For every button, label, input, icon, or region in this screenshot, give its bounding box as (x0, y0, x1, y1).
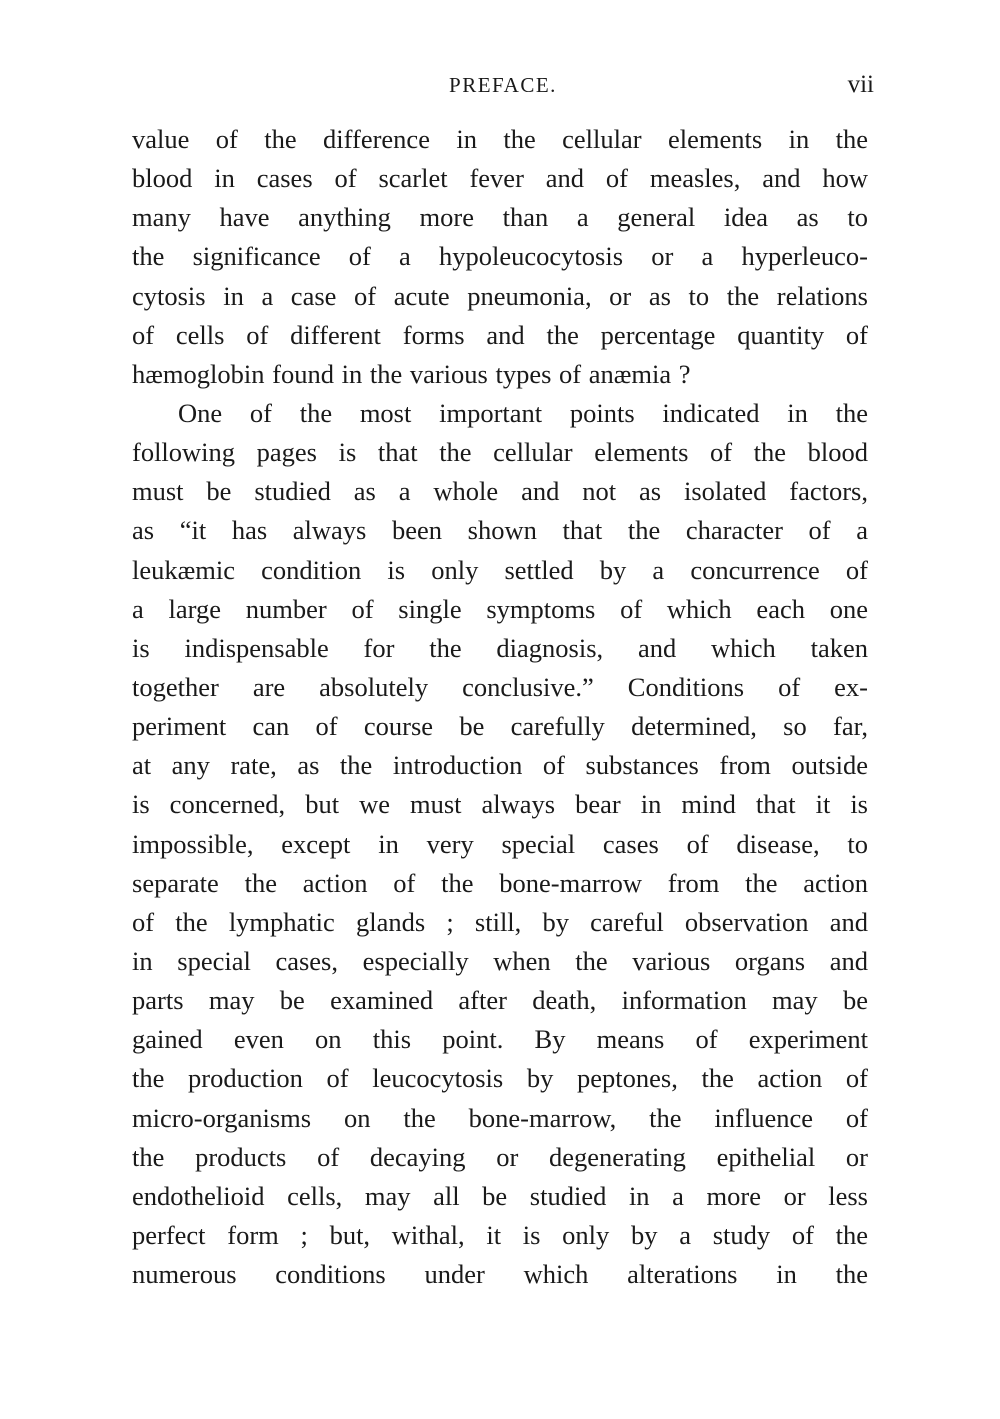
running-header (132, 68, 874, 102)
text-line: the production of leucocytosis by peptones, the action of (132, 1063, 868, 1094)
text-line: blood in cases of scarlet fever and of measles, and how (132, 163, 868, 194)
text-line: value of the difference in the cellular elements in the (132, 124, 868, 154)
text-line: separate the action of the bone-marrow from the action (132, 867, 868, 898)
text-line: periment can of course be carefully determined, so far, (132, 711, 868, 742)
page-number: vii (847, 71, 874, 98)
text-line: following pages is that the cellular elements of the blood (132, 437, 868, 468)
text-line: hæmoglobin found in the various types of anæmia ? (132, 358, 691, 389)
text-line: at any rate, as the introduction of substances from outside (132, 750, 868, 781)
running-title: PREFACE. (449, 73, 557, 97)
text-line: parts may be examined after death, information may be (132, 985, 868, 1016)
text-line: endothelioid cells, may all be studied in a more or less (132, 1180, 868, 1211)
text-line: of cells of different forms and the percentage quantity of (132, 319, 868, 350)
text-line: cytosis in a case of acute pneumonia, or as to the relations (132, 280, 868, 311)
text-line: One of the most important points indicated in the (178, 397, 868, 428)
text-line: a large number of single symptoms of which each one (132, 593, 868, 624)
text-line: together are absolutely conclusive.” Conditions of ex- (132, 671, 868, 702)
text-line: many have anything more than a general idea as to (132, 202, 868, 233)
text-line: in special cases, especially when the various organs and (132, 945, 868, 976)
text-line: numerous conditions under which alterations in the (132, 1259, 868, 1290)
text-line: perfect form ; but, withal, it is only by a study of the (132, 1219, 868, 1250)
text-line: is indispensable for the diagnosis, and which taken (132, 632, 868, 663)
text-line: of the lymphatic glands ; still, by careful observation and (132, 906, 868, 937)
text-line: the significance of a hypoleucocytosis or a hyperleuco- (132, 241, 868, 272)
text-line: as “it has always been shown that the character of a (132, 515, 868, 546)
text-line: impossible, except in very special cases of disease, to (132, 828, 868, 859)
text-line: leukæmic condition is only settled by a concurrence of (132, 554, 868, 585)
text-line: the products of decaying or degenerating epithelial or (132, 1141, 868, 1172)
text-line: gained even on this point. By means of experiment (132, 1024, 868, 1055)
body-text (132, 120, 868, 1294)
text-line: is concerned, but we must always bear in mind that it is (132, 789, 868, 820)
text-line: micro-organisms on the bone-marrow, the influence of (132, 1102, 868, 1133)
text-line: must be studied as a whole and not as isolated factors, (132, 476, 868, 507)
